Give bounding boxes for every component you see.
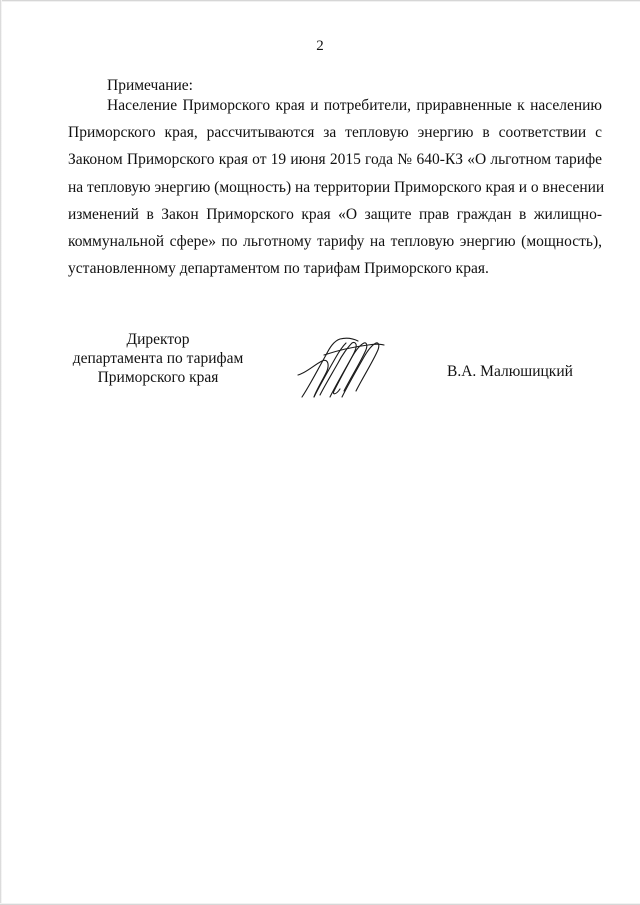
note-line-3: Законом Приморского края от 19 июня 2015 года № 640-КЗ «О льготном тарифе xyxy=(68,151,602,169)
note-paragraph xyxy=(68,92,605,282)
note-line-6: коммунальной сфере» по льготному тарифу на тепловую энергию (мощность), xyxy=(68,233,602,251)
note-heading: Примечание: xyxy=(107,77,193,94)
handwritten-signature-icon xyxy=(296,335,386,401)
signer-title-line-2: департамента по тарифам xyxy=(72,350,244,367)
note-line-4: на тепловую энергию (мощность) на территории Приморского края и о внесении xyxy=(68,178,605,196)
scan-edge-left xyxy=(0,0,2,905)
note-line-7: установленному департаментом по тарифам Приморского края. xyxy=(68,260,489,278)
signer-title-line-3: Приморского края xyxy=(97,369,219,386)
note-line-1: Население Приморского края и потребители, приравненные к населению xyxy=(107,97,602,114)
signer-title-line-1: Директор xyxy=(126,331,190,348)
signer-name: В.А. Малюшицкий xyxy=(447,363,573,380)
page-number: 2 xyxy=(316,38,324,54)
scan-edge-top xyxy=(0,0,640,2)
note-line-2: Приморского края, рассчитываются за тепловую энергию в соответствии с xyxy=(68,124,602,142)
signer-title xyxy=(60,330,256,387)
note-line-5: изменений в Закон Приморского края «О защите прав граждан в жилищно- xyxy=(68,205,602,223)
